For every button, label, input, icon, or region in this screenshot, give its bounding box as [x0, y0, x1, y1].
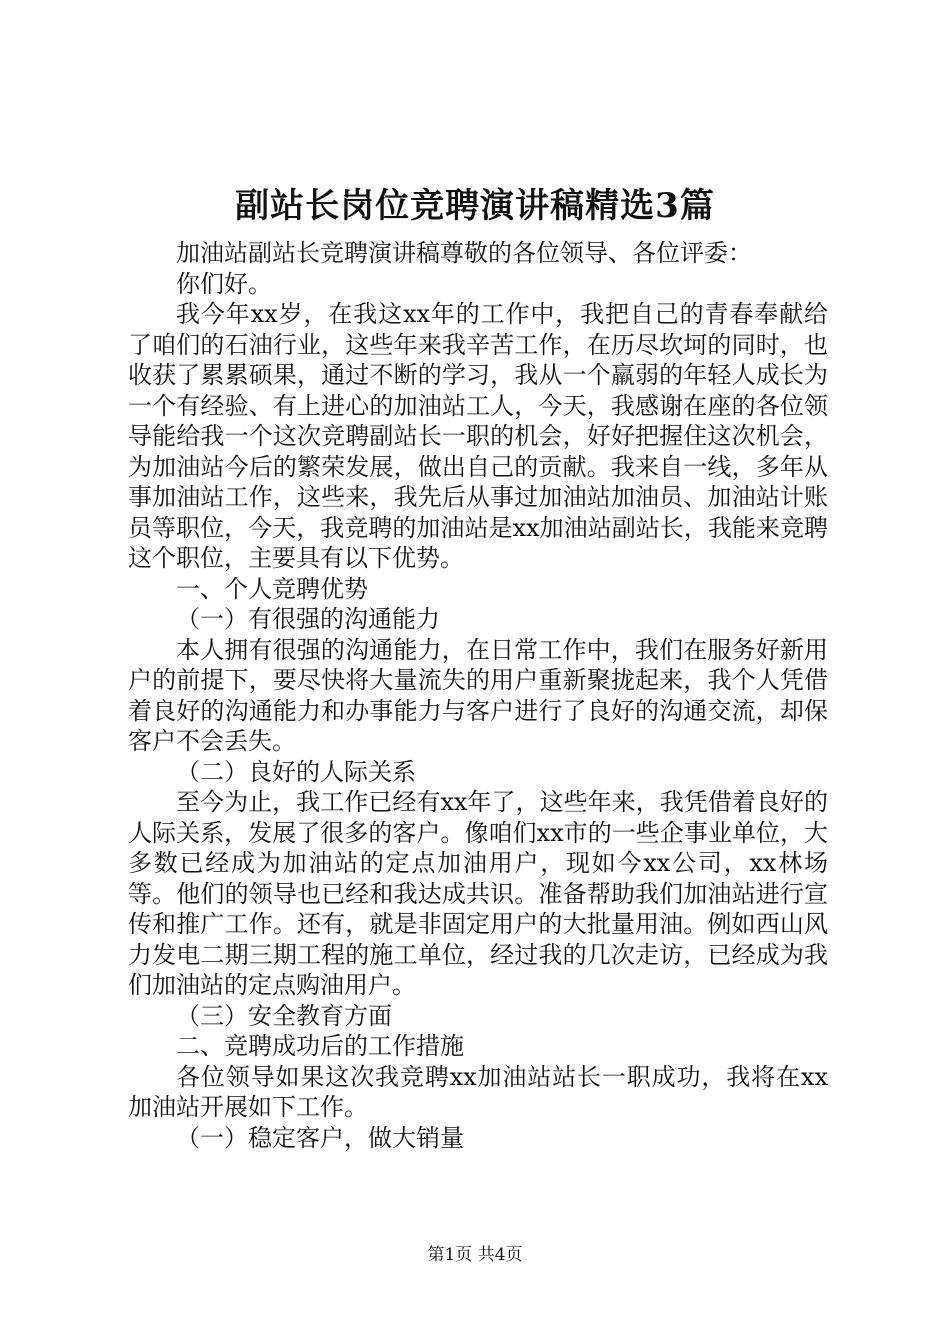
paragraph-communication: 本人拥有很强的沟通能力，在日常工作中，我们在服务好新用户的前提下，要尽快将大量流失的用户重新聚拢起来，我个人凭借着良好的沟通能力和办事能力与客户进行了良好的沟通交流，却保客户不会丢失。 — [128, 635, 828, 755]
paragraph-introduction: 我今年xx岁，在我这xx年的工作中，我把自己的青春奉献给了咱们的石油行业，这些年来我辛苦工作，在历尽坎坷的同时，也收获了累累硕果，通过不断的学习，我从一个羸弱的年轻人成长为一个有经验、有上进心的加油站工人，今天，我感谢在座的各位领导能给我一个这次竞聘副站长一职的机会，好好把握住这次机会，为加油站今后的繁荣发展，做出自己的贡献。我来自一线，多年从事加油站工作，这些来，我先后从事过加油站加油员、加油站计账员等职位，今天，我竞聘的加油站是xx加油站副站长，我能来竞聘这个职位，主要具有以下优势。 — [128, 300, 828, 572]
page-footer — [0, 1244, 950, 1266]
paragraph-relationships: 至今为止，我工作已经有xx年了，这些年来，我凭借着良好的人际关系，发展了很多的客户。像咱们xx市的一些企事业单位，大多数已经成为加油站的定点加油用户，现如今xx公司，xx林场等。他们的领导也已经和我达成共识。准备帮助我们加油站进行宣传和推广工作。还有，就是非固定用户的大批量用油。例如西山风力发电二期三期工程的施工单位，经过我的几次走访，已经成为我们加油站的定点购油用户。 — [128, 788, 828, 999]
section-heading-advantages: 一、个人竞聘优势 — [176, 574, 368, 603]
paragraph-measures: 各位领导如果这次我竞聘xx加油站站长一职成功，我将在xx加油站开展如下工作。 — [128, 1062, 828, 1121]
subheading-communication: （一）有很强的沟通能力 — [176, 605, 440, 633]
subheading-relationships: （二）良好的人际关系 — [176, 757, 416, 786]
paragraph-greeting: 你们好。 — [176, 269, 272, 298]
document-title: 副站长岗位竞聘演讲稿精选3篇 — [235, 186, 715, 226]
document-body — [128, 238, 828, 1153]
page-number: 第1页 — [427, 1245, 473, 1265]
page-total: 共4页 — [477, 1245, 523, 1265]
subheading-stabilize-customers: （一）稳定客户，做大销量 — [176, 1123, 464, 1152]
subheading-safety: （三）安全教育方面 — [176, 1001, 392, 1030]
paragraph-salutation: 加油站副站长竞聘演讲稿尊敬的各位领导、各位评委： — [176, 239, 752, 267]
section-heading-measures: 二、竞聘成功后的工作措施 — [176, 1032, 464, 1060]
